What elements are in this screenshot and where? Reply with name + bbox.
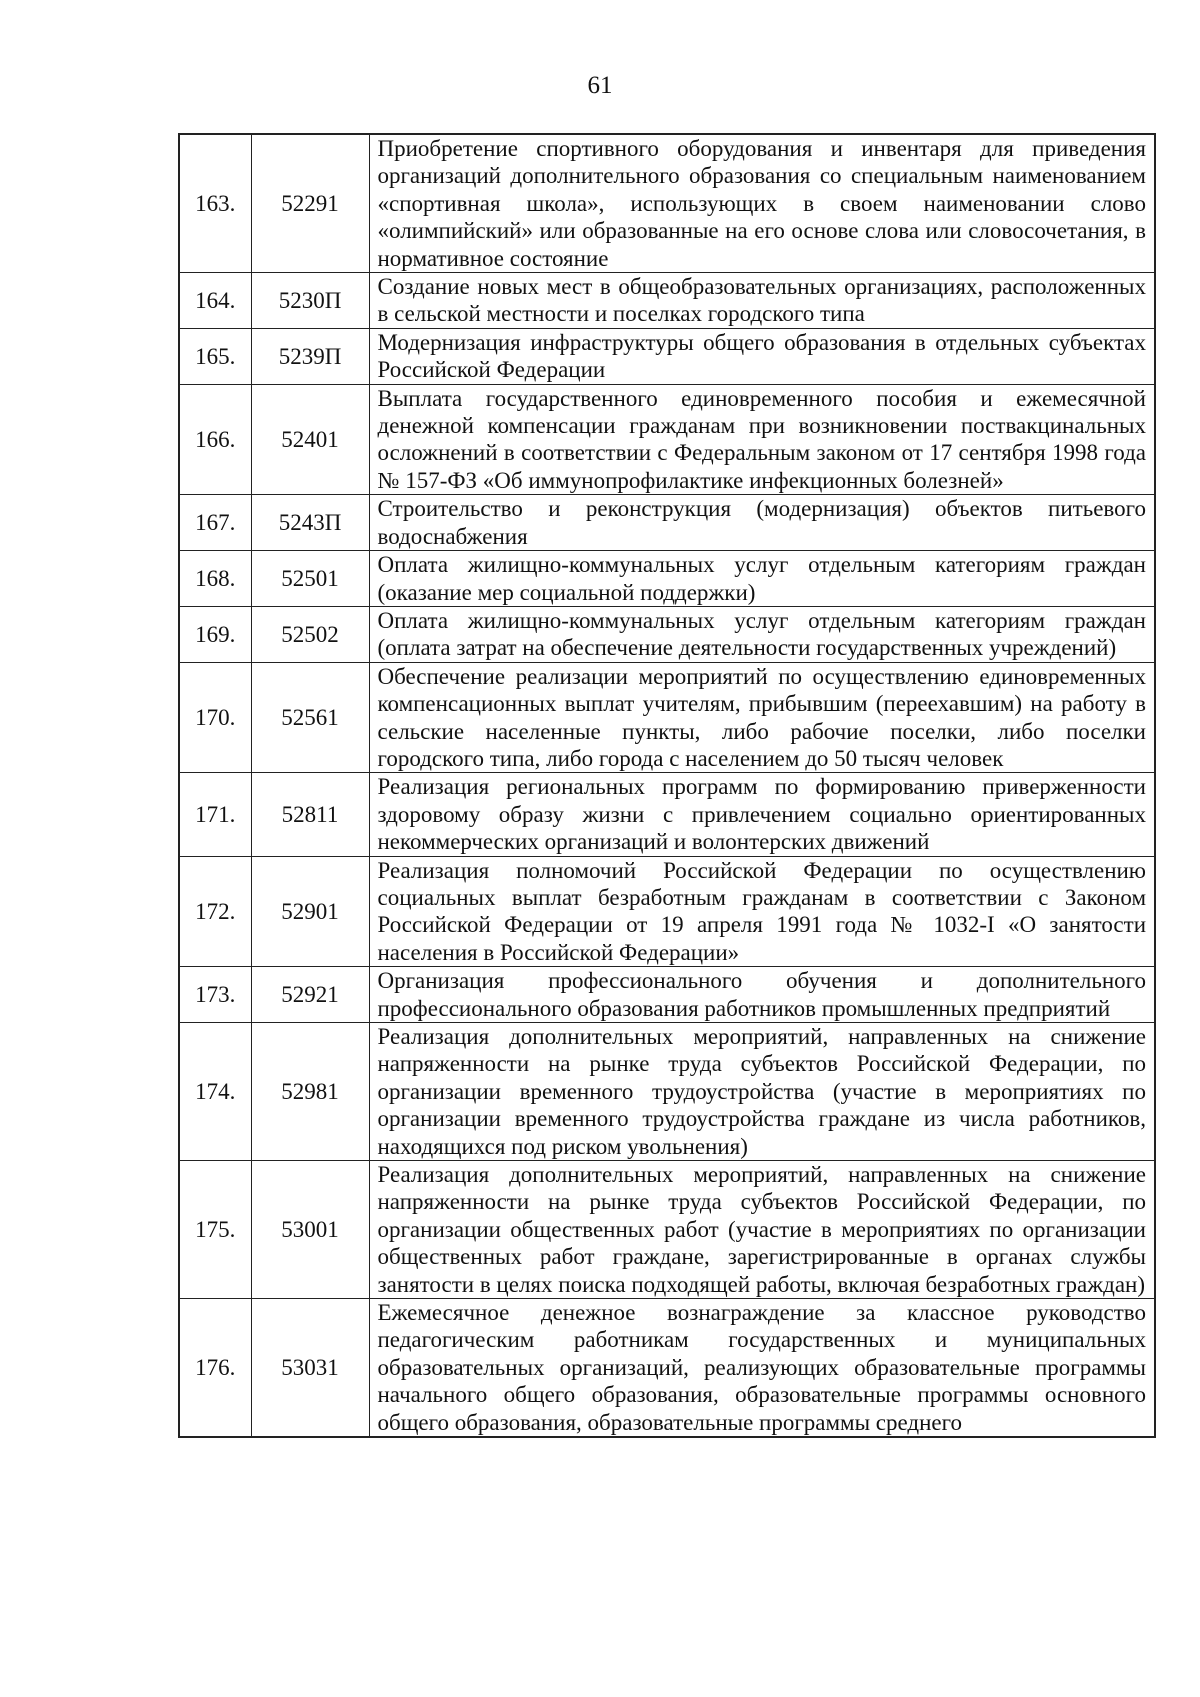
row-number: 163.: [179, 134, 251, 273]
row-description: Реализация региональных программ по формированию приверженности здоровому образу жизни с привлечением социально ориентированных некоммерческих организаций и волонтерских движений: [369, 773, 1155, 856]
row-number: 175.: [179, 1161, 251, 1299]
row-description: Приобретение спортивного оборудования и инвентаря для приведения организаций дополнительного образования со специальным наименованием «спортивная школа», использующих в своем наименовании слово «олимпийский» или образованные на его основе слова или словосочетания, в нормативное состояние: [369, 134, 1155, 273]
row-code: 52501: [251, 551, 369, 607]
table-row: [179, 328, 1155, 384]
row-description: Реализация дополнительных мероприятий, направленных на снижение напряженности на рынке труда субъектов Российской Федерации, по организации временного трудоустройства (участие в мероприятиях по организации временного трудоустройства граждане из числа работников, находящихся под риском увольнения): [369, 1023, 1155, 1161]
program-table: [178, 133, 1156, 1438]
row-description: Создание новых мест в общеобразовательных организациях, расположенных в сельской местности и поселках городского типа: [369, 273, 1155, 329]
row-code: 5243П: [251, 495, 369, 551]
table-row: [179, 1299, 1155, 1438]
row-code: 53031: [251, 1299, 369, 1438]
row-description: Модернизация инфраструктуры общего образования в отдельных субъектах Российской Федерации: [369, 328, 1155, 384]
row-code: 52901: [251, 856, 369, 967]
row-description: Реализация полномочий Российской Федерации по осуществлению социальных выплат безработным гражданам в соответствии с Законом Российской Федерации от 19 апреля 1991 года № 1032-I «О занятости населения в Российской Федерации»: [369, 856, 1155, 967]
row-code: 52811: [251, 773, 369, 856]
row-description: Строительство и реконструкция (модернизация) объектов питьевого водоснабжения: [369, 495, 1155, 551]
row-number: 166.: [179, 384, 251, 495]
row-code: 5239П: [251, 328, 369, 384]
table-row: [179, 1023, 1155, 1161]
table-row: [179, 495, 1155, 551]
row-code: 52981: [251, 1023, 369, 1161]
row-code: 52921: [251, 967, 369, 1023]
table-row: [179, 134, 1155, 273]
row-number: 176.: [179, 1299, 251, 1438]
row-code: 52561: [251, 662, 369, 773]
table-row: [179, 662, 1155, 773]
row-number: 164.: [179, 273, 251, 329]
table-row: [179, 606, 1155, 662]
row-number: 170.: [179, 662, 251, 773]
row-code: 52502: [251, 606, 369, 662]
table-row: [179, 773, 1155, 856]
row-number: 173.: [179, 967, 251, 1023]
row-description: Оплата жилищно-коммунальных услуг отдельным категориям граждан (оказание мер социальной поддержки): [369, 551, 1155, 607]
row-number: 168.: [179, 551, 251, 607]
table-row: [179, 551, 1155, 607]
row-code: 53001: [251, 1161, 369, 1299]
row-code: 5230П: [251, 273, 369, 329]
row-description: Выплата государственного единовременного пособия и ежемесячной денежной компенсации гражданам при возникновении поствакцинальных осложнений в соответствии с Федеральным законом от 17 сентября 1998 года № 157-ФЗ «Об иммунопрофилактике инфекционных болезней»: [369, 384, 1155, 495]
row-description: Обеспечение реализации мероприятий по осуществлению единовременных компенсационных выплат учителям, прибывшим (переехавшим) на работу в сельские населенные пункты, либо рабочие поселки, либо поселки городского типа, либо города с населением до 50 тысяч человек: [369, 662, 1155, 773]
table-body: [179, 134, 1155, 1437]
table-row: [179, 384, 1155, 495]
table-row: [179, 856, 1155, 967]
row-code: 52401: [251, 384, 369, 495]
row-number: 167.: [179, 495, 251, 551]
row-number: 171.: [179, 773, 251, 856]
table-row: [179, 967, 1155, 1023]
row-description: Организация профессионального обучения и дополнительного профессионального образования работников промышленных предприятий: [369, 967, 1155, 1023]
page-number: 61: [587, 72, 613, 99]
row-number: 169.: [179, 606, 251, 662]
row-description: Оплата жилищно-коммунальных услуг отдельным категориям граждан (оплата затрат на обеспечение деятельности государственных учреждений): [369, 606, 1155, 662]
table-row: [179, 1161, 1155, 1299]
row-description: Ежемесячное денежное вознаграждение за классное руководство педагогическим работникам государственных и муниципальных образовательных организаций, реализующих образовательные программы начального общего образования, образовательные программы основного общего образования, образовательные программы среднего: [369, 1299, 1155, 1438]
table-row: [179, 273, 1155, 329]
row-number: 165.: [179, 328, 251, 384]
row-number: 174.: [179, 1023, 251, 1161]
row-description: Реализация дополнительных мероприятий, направленных на снижение напряженности на рынке труда субъектов Российской Федерации, по организации общественных работ (участие в мероприятиях по организации общественных работ граждане, зарегистрированные в органах службы занятости в целях поиска подходящей работы, включая безработных граждан): [369, 1161, 1155, 1299]
row-code: 52291: [251, 134, 369, 273]
row-number: 172.: [179, 856, 251, 967]
